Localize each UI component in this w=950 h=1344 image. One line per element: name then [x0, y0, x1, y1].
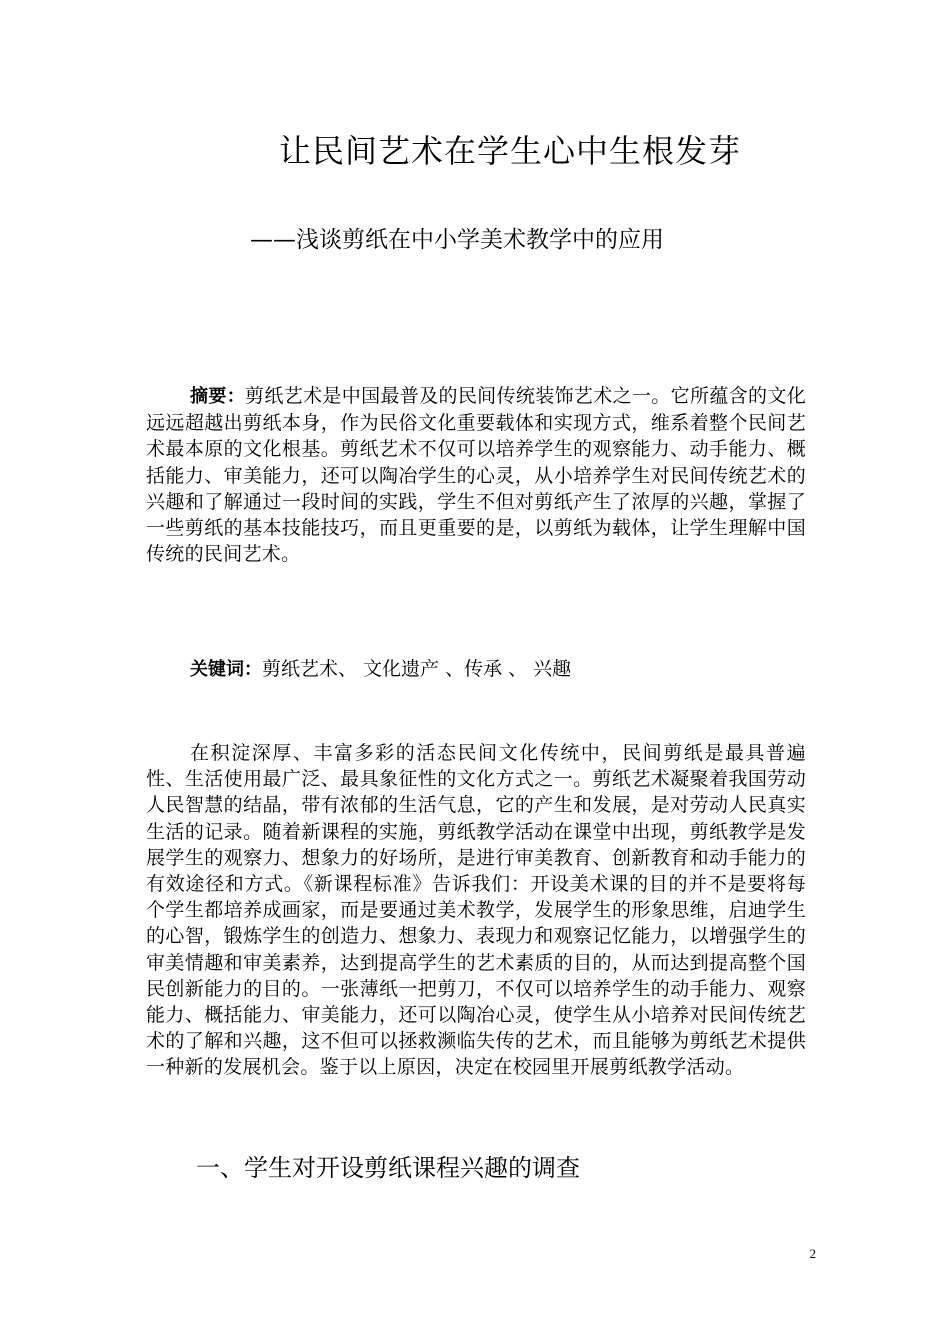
abstract-label: 摘要： — [190, 386, 246, 407]
page-number: 2 — [809, 1246, 816, 1261]
body-paragraph: 在积淀深厚、丰富多彩的活态民间文化传统中，民间剪纸是最具普遍性、生活使用最广泛、最具象征性的文化方式之一。剪纸艺术凝聚着我国劳动人民智慧的结晶，带有浓郁的生活气息，它的产生和发展，是对劳动人民真实生活的记录。随着新课程的实施，剪纸教学活动在课堂中出现，剪纸教学是发展学生的观察力、想象力的好场所，是进行审美教育、创新教育和动手能力的有效途径和方式。《新课程标准》告诉我们：开设美术课的目的并不是要将每个学生都培养成画家，而是要通过美术教学，发展学生的形象思维，启迪学生的心智，锻炼学生的创造力、想象力、表现力和观察记忆能力，以增强学生的审美情趣和审美素养，达到提高学生的艺术素质的目的，从而达到提高整个国民创新能力的目的。一张薄纸一把剪刀，不仅可以培养学生的动手能力、观察能力、概括能力、审美能力，还可以陶冶心灵，使学生从小培养对民间传统艺术的了解和兴趣，这不但可以拯救濒临失传的艺术，而且能够为剪纸艺术提供一种新的发展机会。鉴于以上原因，决定在校园里开展剪纸教学活动。 — [146, 742, 806, 1079]
document-title: 让民间艺术在学生心中生根发芽 — [278, 132, 741, 170]
section-heading: 一、学生对开设剪纸课程兴趣的调查 — [196, 1154, 580, 1182]
keywords-line — [190, 655, 810, 684]
document-subtitle: ——浅谈剪纸在中小学美术教学中的应用 — [250, 227, 664, 253]
keywords-text: 剪纸艺术、 文化遗产 、传承 、 兴趣 — [262, 658, 572, 680]
abstract-paragraph — [146, 383, 806, 567]
keywords-label: 关键词： — [190, 659, 262, 680]
abstract-text: 剪纸艺术是中国最普及的民间传统装饰艺术之一。它所蕴含的文化远远超越出剪纸本身，作为民俗文化重要载体和实现方式，维系着整个民间艺术最本原的文化根基。剪纸艺术不仅可以培养学生的观察能力、动手能力、概括能力、审美能力，还可以陶冶学生的心灵，从小培养学生对民间传统艺术的兴趣和了解通过一段时间的实践，学生不但对剪纸产生了浓厚的兴趣，掌握了一些剪纸的基本技能技巧，而且更重要的是，以剪纸为载体，让学生理解中国传统的民间艺术。 — [146, 385, 807, 566]
